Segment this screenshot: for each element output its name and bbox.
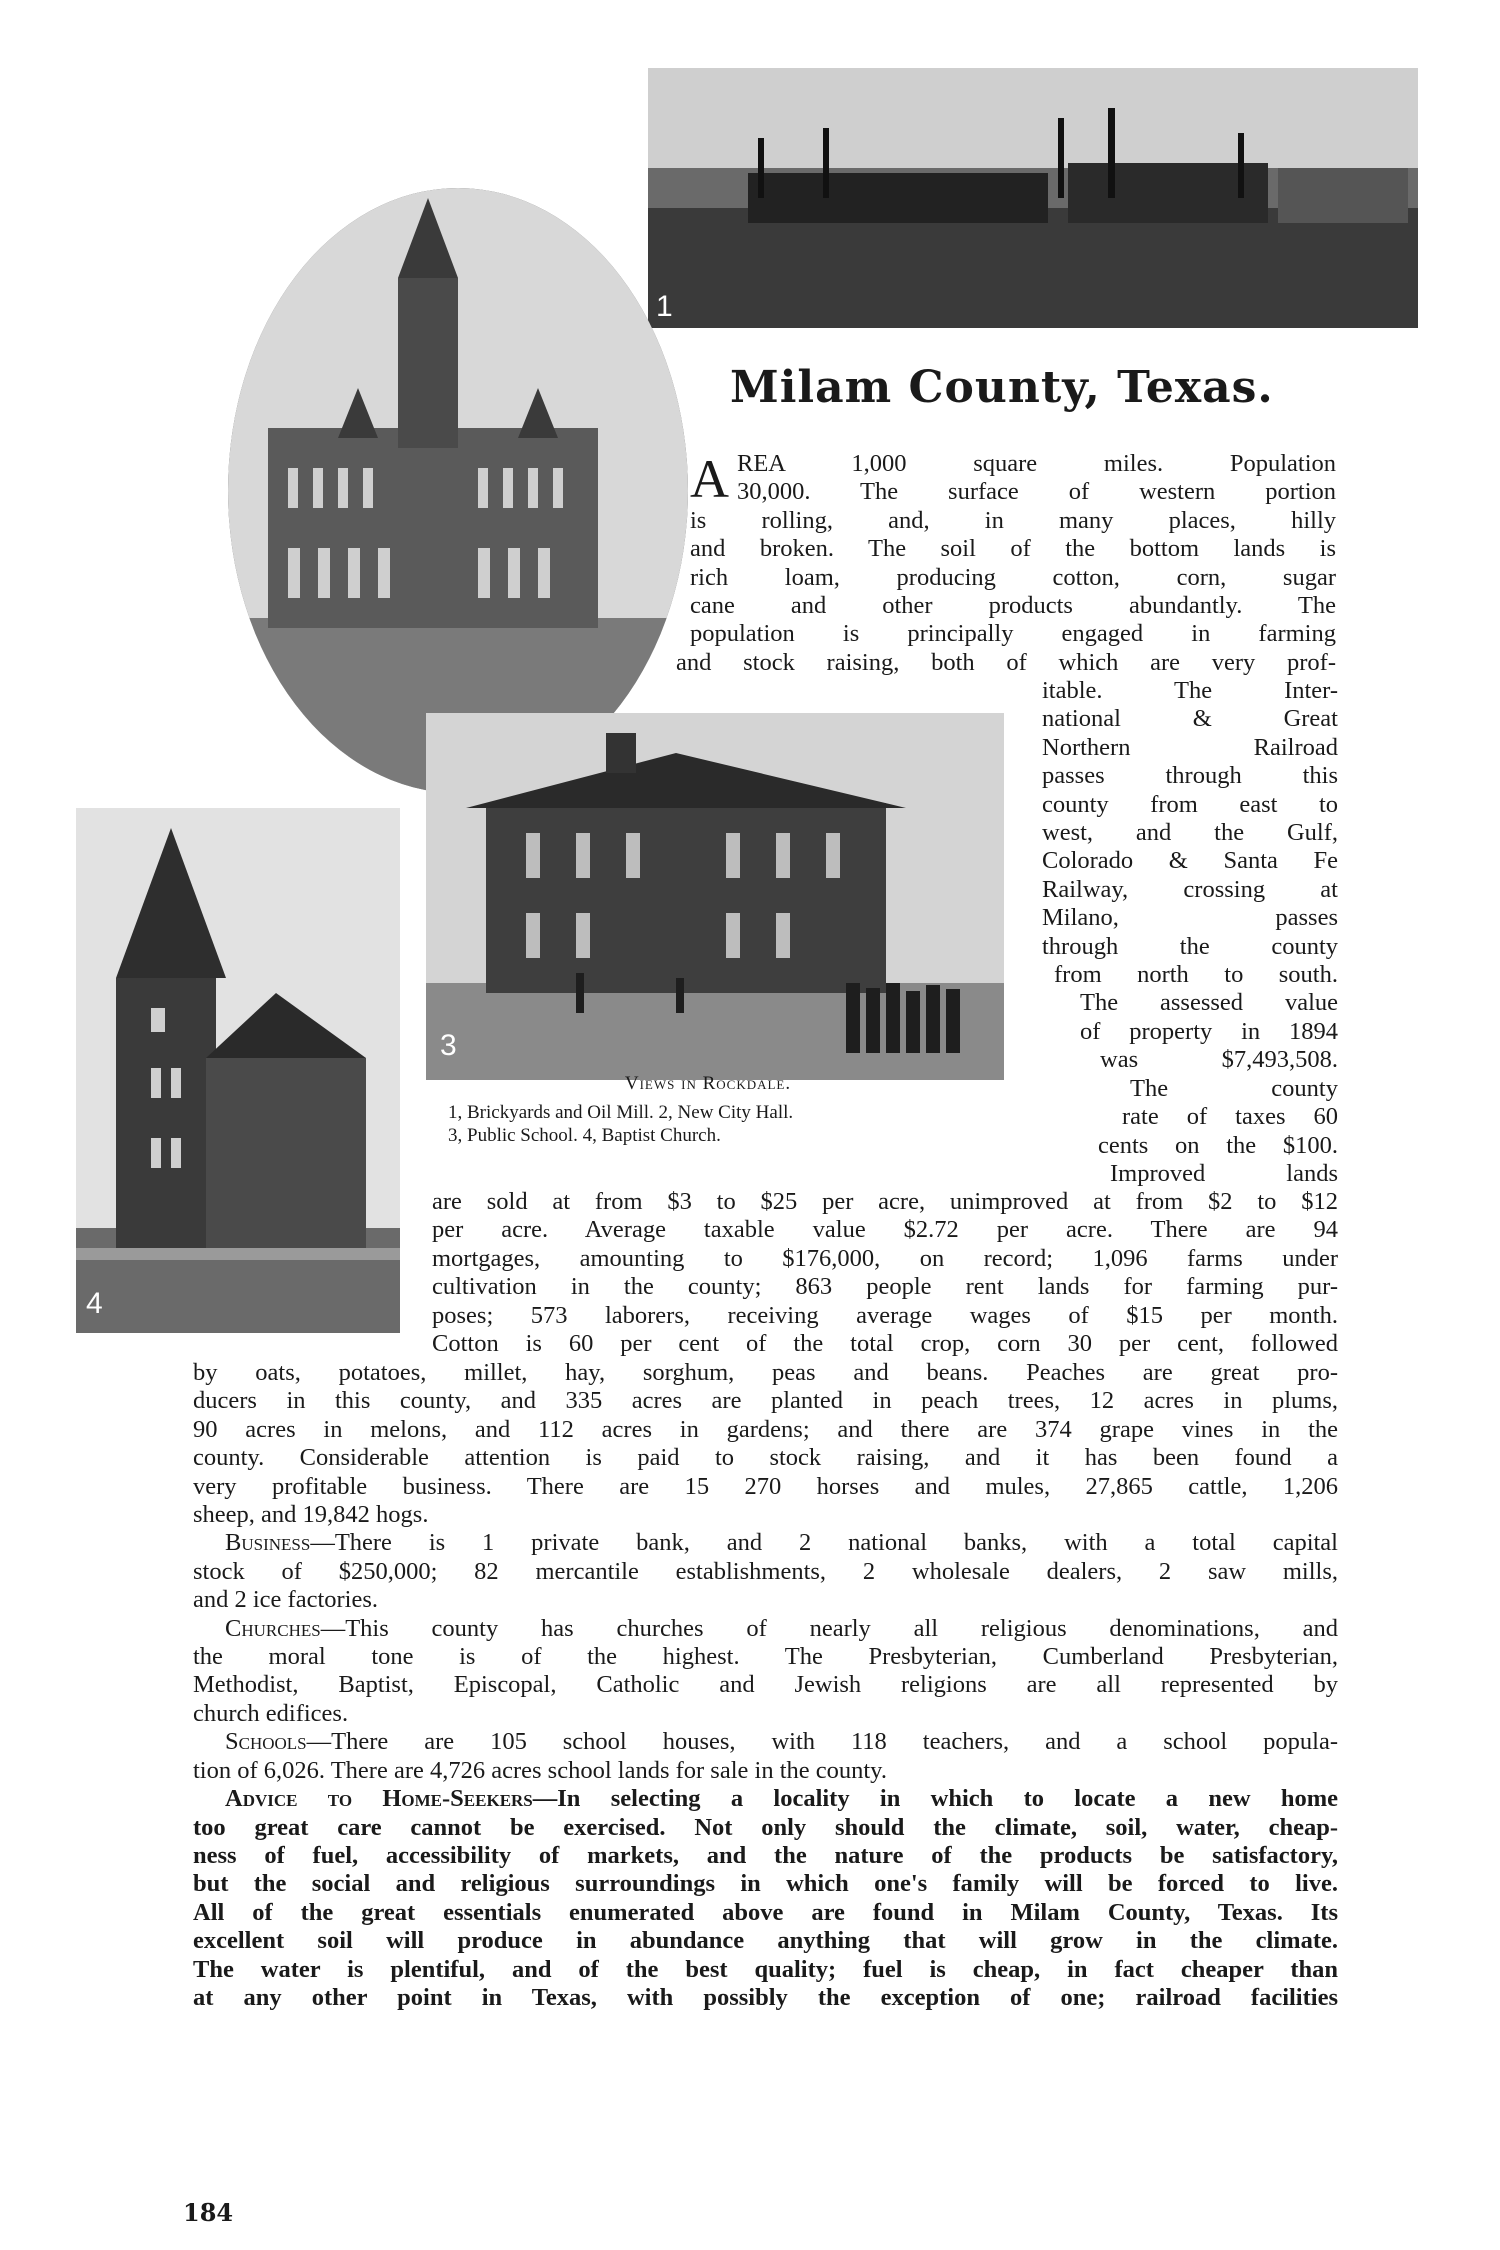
text-line: county. Considerable attention is paid to stock raising, and it has been found a xyxy=(193,1444,1338,1472)
text-line: west, and the Gulf, xyxy=(1042,819,1338,847)
text-line: ness of fuel, accessibility of markets, and the nature of the products be satisfactory, xyxy=(193,1841,1338,1869)
text-line: —This county has churches of nearly all religious denominations, and xyxy=(320,1614,1338,1642)
text-line: rate of taxes 60 xyxy=(1122,1103,1338,1131)
text-line: and 2 ice factories. xyxy=(193,1586,379,1614)
text-line: through the county xyxy=(1042,932,1338,960)
photo-city-hall xyxy=(228,188,688,793)
text-line: cane and other products abundantly. The xyxy=(690,592,1336,620)
text-line: and stock raising, both of which are very prof- xyxy=(676,648,1336,676)
lead-churches: Churches xyxy=(225,1614,321,1642)
text-line: —In selecting a locality in which to locate a new home xyxy=(532,1785,1339,1813)
text-line: cultivation in the county; 863 people rent lands for farming pur- xyxy=(432,1273,1338,1301)
paragraph-churches xyxy=(193,1615,1338,1643)
text-line: very profitable business. There are 15 270 horses and mules, 27,865 cattle, 1,206 xyxy=(193,1472,1338,1500)
photo-number: 1 xyxy=(656,290,673,323)
photo-baptist-church xyxy=(76,808,400,1333)
text-line: The water is plentiful, and of the best quality; fuel is cheap, in fact cheaper than xyxy=(193,1955,1338,1983)
text-line: passes through this xyxy=(1042,762,1338,790)
paragraph-advice xyxy=(193,1785,1338,1813)
text-line: Improved lands xyxy=(1110,1159,1338,1187)
text-line: tion of 6,026. There are 4,726 acres school lands for sale in the county. xyxy=(193,1756,887,1784)
text-line: ducers in this county, and 335 acres are planted in peach trees, 12 acres in plums, xyxy=(193,1387,1338,1415)
text-line: stock of $250,000; 82 mercantile establishments, 2 wholesale dealers, 2 saw mills, xyxy=(193,1557,1338,1585)
text-line: are sold at from $3 to $25 per acre, unimproved at from $2 to $12 xyxy=(432,1188,1338,1215)
text-line: Northern Railroad xyxy=(1042,733,1338,761)
text-line: —There is 1 private bank, and 2 national banks, with a total capital xyxy=(310,1529,1338,1557)
text-line: 90 acres in melons, and 112 acres in gardens; and there are 374 grape vines in the xyxy=(193,1415,1338,1443)
text-line: per acre. Average taxable value $2.72 per acre. There are 94 xyxy=(432,1216,1338,1244)
text-line: poses; 573 laborers, receiving average wages of $15 per month. xyxy=(432,1301,1338,1329)
body-text xyxy=(193,1359,1338,2012)
text-line: church edifices. xyxy=(193,1699,349,1727)
lead-business: Business xyxy=(225,1529,311,1557)
right-column-text xyxy=(1042,677,1338,1188)
text-line: the moral tone is of the highest. The Presbyterian, Cumberland Presbyterian, xyxy=(193,1643,1338,1671)
photo-brickyards xyxy=(648,68,1418,328)
paragraph-business xyxy=(193,1529,1338,1557)
text-line: is rolling, and, in many places, hilly xyxy=(690,506,1336,534)
text-line: of property in 1894 xyxy=(1080,1017,1338,1045)
text-line: Railway, crossing at xyxy=(1042,875,1338,903)
intro-text xyxy=(676,449,1336,677)
text-line: Milano, passes xyxy=(1042,904,1338,932)
text-line: Colorado & Santa Fe xyxy=(1042,847,1338,875)
page-title: Milam County, Texas. xyxy=(730,362,1274,413)
text-line: Cotton is 60 per cent of the total crop, corn 30 per cent, followed xyxy=(432,1330,1338,1358)
text-line: national & Great xyxy=(1042,705,1338,733)
caption-title: Views in Rockdale. xyxy=(624,1073,792,1094)
drop-cap: A xyxy=(690,449,729,509)
paragraph-schools xyxy=(193,1728,1338,1756)
photo-number: 4 xyxy=(86,1287,103,1320)
lead-advice: Advice to Home-Seekers xyxy=(225,1785,533,1813)
lead-schools: Schools xyxy=(225,1728,307,1756)
page-number: 184 xyxy=(183,2198,234,2227)
text-line: cents on the $100. xyxy=(1098,1131,1338,1159)
text-line: was $7,493,508. xyxy=(1100,1046,1338,1074)
text-line: but the social and religious surroundings in which one's family will be forced to live. xyxy=(193,1870,1338,1898)
text-line: Methodist, Baptist, Episcopal, Catholic and Jewish religions are all represented by xyxy=(193,1671,1338,1699)
caption-line: 3, Public School. 4, Baptist Church. xyxy=(448,1125,721,1146)
text-line: population is principally engaged in farming xyxy=(690,620,1336,648)
text-line: sheep, and 19,842 hogs. xyxy=(193,1501,429,1529)
text-line: All of the great essentials enumerated above are found in Milam County, Texas. Its xyxy=(193,1898,1338,1926)
text-line: —There are 105 school houses, with 118 teachers, and a school popula- xyxy=(306,1728,1338,1756)
text-line: The assessed value xyxy=(1080,989,1338,1017)
photo-caption xyxy=(448,1072,968,1147)
text-line: rich loam, producing cotton, corn, sugar xyxy=(690,563,1336,591)
photo-public-school xyxy=(426,713,1004,1080)
text-line: The county xyxy=(1130,1074,1338,1102)
text-line: at any other point in Texas, with possibly the exception of one; railroad facilities xyxy=(193,1983,1338,2011)
text-line: mortgages, amounting to $176,000, on record; 1,096 farms under xyxy=(432,1244,1338,1272)
text-line: 30,000. The surface of western portion xyxy=(737,478,1336,506)
caption-line: 1, Brickyards and Oil Mill. 2, New City Hall. xyxy=(448,1102,794,1123)
text-line: county from east to xyxy=(1042,790,1338,818)
text-line: from north to south. xyxy=(1054,961,1338,989)
middle-text xyxy=(432,1188,1338,1358)
text-line: and broken. The soil of the bottom lands is xyxy=(690,535,1336,563)
text-line: too great care cannot be exercised. Not only should the climate, soil, water, cheap- xyxy=(193,1813,1338,1841)
text-line: by oats, potatoes, millet, hay, sorghum, peas and beans. Peaches are great pro- xyxy=(193,1359,1338,1386)
text-line: excellent soil will produce in abundance anything that will grow in the climate. xyxy=(193,1927,1338,1955)
text-line: REA 1,000 square miles. Population xyxy=(737,450,1336,477)
text-line: itable. The Inter- xyxy=(1042,677,1338,704)
photo-number: 3 xyxy=(440,1029,457,1062)
